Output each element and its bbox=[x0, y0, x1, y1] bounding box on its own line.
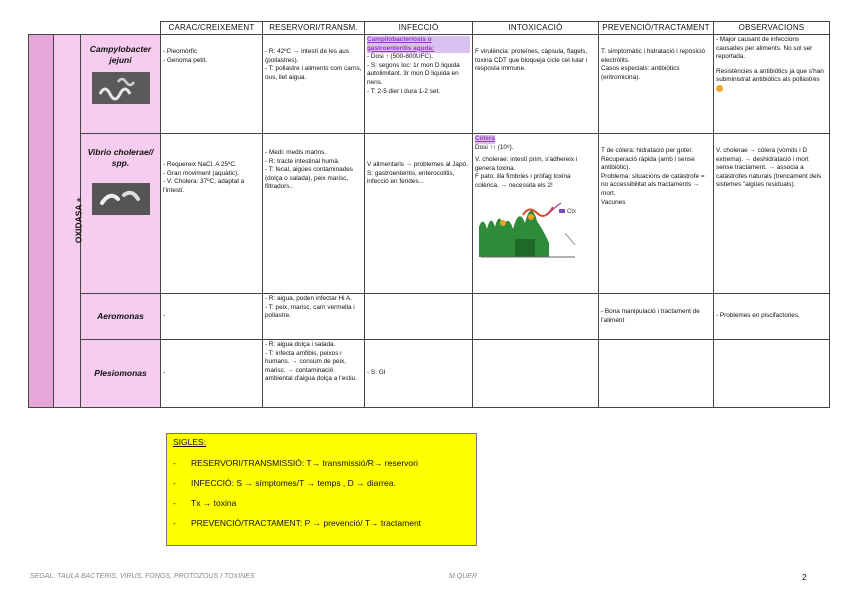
text-line: Dosi ↑↑ (10⁸). bbox=[475, 143, 514, 151]
text-line: - T: pollastre i aliments com carns, ous, llet aigua. bbox=[265, 65, 362, 81]
infeccio-cell bbox=[365, 35, 473, 134]
table-row bbox=[29, 134, 830, 294]
text-line: - Major causant de infeccions causades per aliments. No sol ser reportada. bbox=[716, 36, 813, 61]
text-line: Vacunes bbox=[601, 198, 626, 206]
observacions-cell bbox=[714, 294, 830, 340]
organism-cell bbox=[81, 294, 161, 340]
page-number: 2 bbox=[802, 572, 807, 582]
oxidase-label: OXIDASA + bbox=[73, 197, 84, 243]
carac-cell bbox=[161, 294, 263, 340]
prevencio-cell bbox=[599, 340, 714, 408]
bacteria-table bbox=[28, 21, 830, 408]
text-line: F virulència: proteïnes, càpsula, flagels, toxina CDT que bloqueja cicle cel·lular i resposta immune. bbox=[475, 48, 588, 73]
header-observacions: OBSERVACIONS bbox=[714, 22, 830, 35]
organism-name: Aeromonas bbox=[97, 311, 144, 321]
organism-name: Vibrio cholerae// spp. bbox=[87, 147, 154, 168]
observacions-cell bbox=[714, 134, 830, 294]
text-line: - V. Cholera: 37ºC, adaptat a l'intestí. bbox=[163, 178, 245, 194]
text-line: - S: segons Ioc: 1r mon D liquida autolimitant. 3r mon D liquida en nens. bbox=[367, 61, 460, 86]
infection-title: Campilobacteriosis o gastroenteritis aguda: bbox=[367, 36, 470, 53]
oxidase-group-cell bbox=[54, 35, 84, 408]
reservori-cell bbox=[263, 35, 365, 134]
campylobacter-micrograph bbox=[92, 72, 150, 104]
text-line: - Gran moviment (aquàtic). bbox=[163, 169, 240, 177]
prevencio-cell bbox=[599, 35, 714, 134]
legend-item: - PREVENCIÓ/TRACTAMENT: P → prevenció/ T→ tractament bbox=[173, 518, 470, 528]
table-row bbox=[29, 340, 830, 408]
footer-title: SEGAL: TAULA BACTERIS, VIRUS, FONGS, PROTOZOUS I TOXINES bbox=[30, 573, 255, 580]
carac-cell bbox=[161, 134, 263, 294]
header-prevencio: PREVENCIÓ/TRACTAMENT bbox=[599, 22, 714, 35]
prevencio-cell bbox=[599, 134, 714, 294]
organism-cell bbox=[81, 134, 161, 294]
organism-name: Campylobacter jejuni bbox=[89, 44, 152, 65]
text-line: T: simptomàtic i hidratació i reposició electròlits. bbox=[601, 48, 706, 64]
ctx-label: Ctx bbox=[567, 208, 576, 215]
intoxicacio-cell bbox=[473, 134, 599, 294]
text-line: - Bona manipulació i tractament de l'aliment bbox=[601, 307, 700, 324]
toxin-diagram bbox=[475, 193, 583, 261]
text-line: - T: infecta amfibis, peixos i humans. → consum de peix, marisc. → contaminació ambiental d'aigua dolça a l'estiu. bbox=[265, 349, 357, 383]
legend-item: - RESERVORI/TRANSMISSIÓ: T→ transmissió/R→ reservori bbox=[173, 458, 470, 468]
text-line: - R: aigua dolça i salada. bbox=[265, 341, 336, 348]
text-line: - T: peix, marisc, carn vermella i pollastre. bbox=[265, 303, 355, 320]
text-line: Resistències a antibiòtics ja que s'han subministrat antibiòtics als pollastres bbox=[716, 67, 824, 84]
text-line: - Requereix NaCl. A 25ºC. bbox=[163, 161, 237, 168]
reservori-cell bbox=[263, 340, 365, 408]
organism-cell bbox=[81, 340, 161, 408]
text-line: V. cholerae → còlera (vòmits i D extrema). → deshidratació i mort sense tractament. → associa a catàstrofes naturals (trencament dels sistemes "aigües residuals). bbox=[716, 147, 822, 189]
text-line: - R: aigua, poden infectar Hi A. bbox=[265, 295, 353, 302]
text-line: Casos especials: antibiòtics (eritromicina). bbox=[601, 65, 680, 81]
infeccio-cell bbox=[365, 340, 473, 408]
table-row bbox=[29, 35, 830, 134]
abbreviations-legend bbox=[166, 433, 477, 546]
legend-item: - INFECCIÓ: S → símptomes/T → temps , D → diarrea. bbox=[173, 478, 470, 488]
text-line: Problema: situacions de catàstrofe = no accessibilitat als tractaments → mort. bbox=[601, 172, 705, 197]
header-row bbox=[29, 22, 830, 35]
text-line: - bbox=[163, 369, 166, 377]
reservori-cell bbox=[263, 134, 365, 294]
organism-name: Plesiomonas bbox=[94, 368, 147, 378]
intoxicacio-cell bbox=[473, 35, 599, 134]
legend-item: - Tx → toxina bbox=[173, 498, 470, 508]
text-line: - Genoma petit. bbox=[163, 56, 208, 64]
text-line: - Problemes en piscifactories. bbox=[716, 312, 800, 320]
reservori-cell bbox=[263, 294, 365, 340]
intoxicacio-cell bbox=[473, 340, 599, 408]
sad-face-icon bbox=[716, 85, 723, 92]
observacions-cell bbox=[714, 340, 830, 408]
vibrio-micrograph bbox=[92, 183, 150, 215]
group-band bbox=[29, 35, 54, 408]
intoxication-title: Còlera bbox=[475, 135, 495, 142]
organism-cell bbox=[81, 35, 161, 134]
legend-title: SIGLES: bbox=[173, 437, 207, 447]
infeccio-cell bbox=[365, 134, 473, 294]
text-line: - Dosi ↑ (500-800UFC). bbox=[367, 53, 434, 61]
carac-cell bbox=[161, 340, 263, 408]
text-line: - T: 2-5 dier i dura 1-2 set. bbox=[367, 87, 441, 95]
text-line: F pato: illa fimbries i pròfag toxina colèrica. → necessita els 2! bbox=[475, 173, 571, 189]
text-line: - T: fecal, aigües contaminades (dolça o salada), peix marisc, filtradors.. bbox=[265, 166, 353, 191]
text-line: - Medi: medis marins. bbox=[265, 149, 327, 156]
header-intoxicacio: INTOXICACIÓ bbox=[473, 22, 599, 35]
header-carac: CARAC/CREIXEMENT bbox=[161, 22, 263, 35]
text-line: - R: 42ºC → intestí de les aus (pollastres). bbox=[265, 48, 350, 64]
carac-cell bbox=[161, 35, 263, 134]
table-row bbox=[29, 294, 830, 340]
text-line: V alimentaris → problemes al Japó. S: gastroenteritis, enterocolitis, infecció en ferides... bbox=[367, 161, 468, 186]
header-reservori: RESERVORI/TRANSM. bbox=[263, 22, 365, 35]
text-line: V. cholerae: intestí prim, s'adhereix i genera toxina. bbox=[475, 156, 578, 172]
text-line: T de còlera: hidratació per goter. Recuperació ràpida (amb i sense antibiòtic). bbox=[601, 147, 695, 172]
observacions-cell bbox=[714, 35, 830, 134]
prevencio-cell bbox=[599, 294, 714, 340]
text-line: - R: tracte intestinal humà. bbox=[265, 157, 340, 165]
intoxicacio-cell bbox=[473, 294, 599, 340]
footer-author: M.QUER bbox=[449, 573, 477, 580]
text-line: - bbox=[163, 312, 166, 320]
header-infeccio: INFECCIÓ bbox=[365, 22, 473, 35]
text-line: - S: GI bbox=[367, 369, 386, 377]
text-line: - Pleomòrfic bbox=[163, 48, 198, 55]
infeccio-cell bbox=[365, 294, 473, 340]
